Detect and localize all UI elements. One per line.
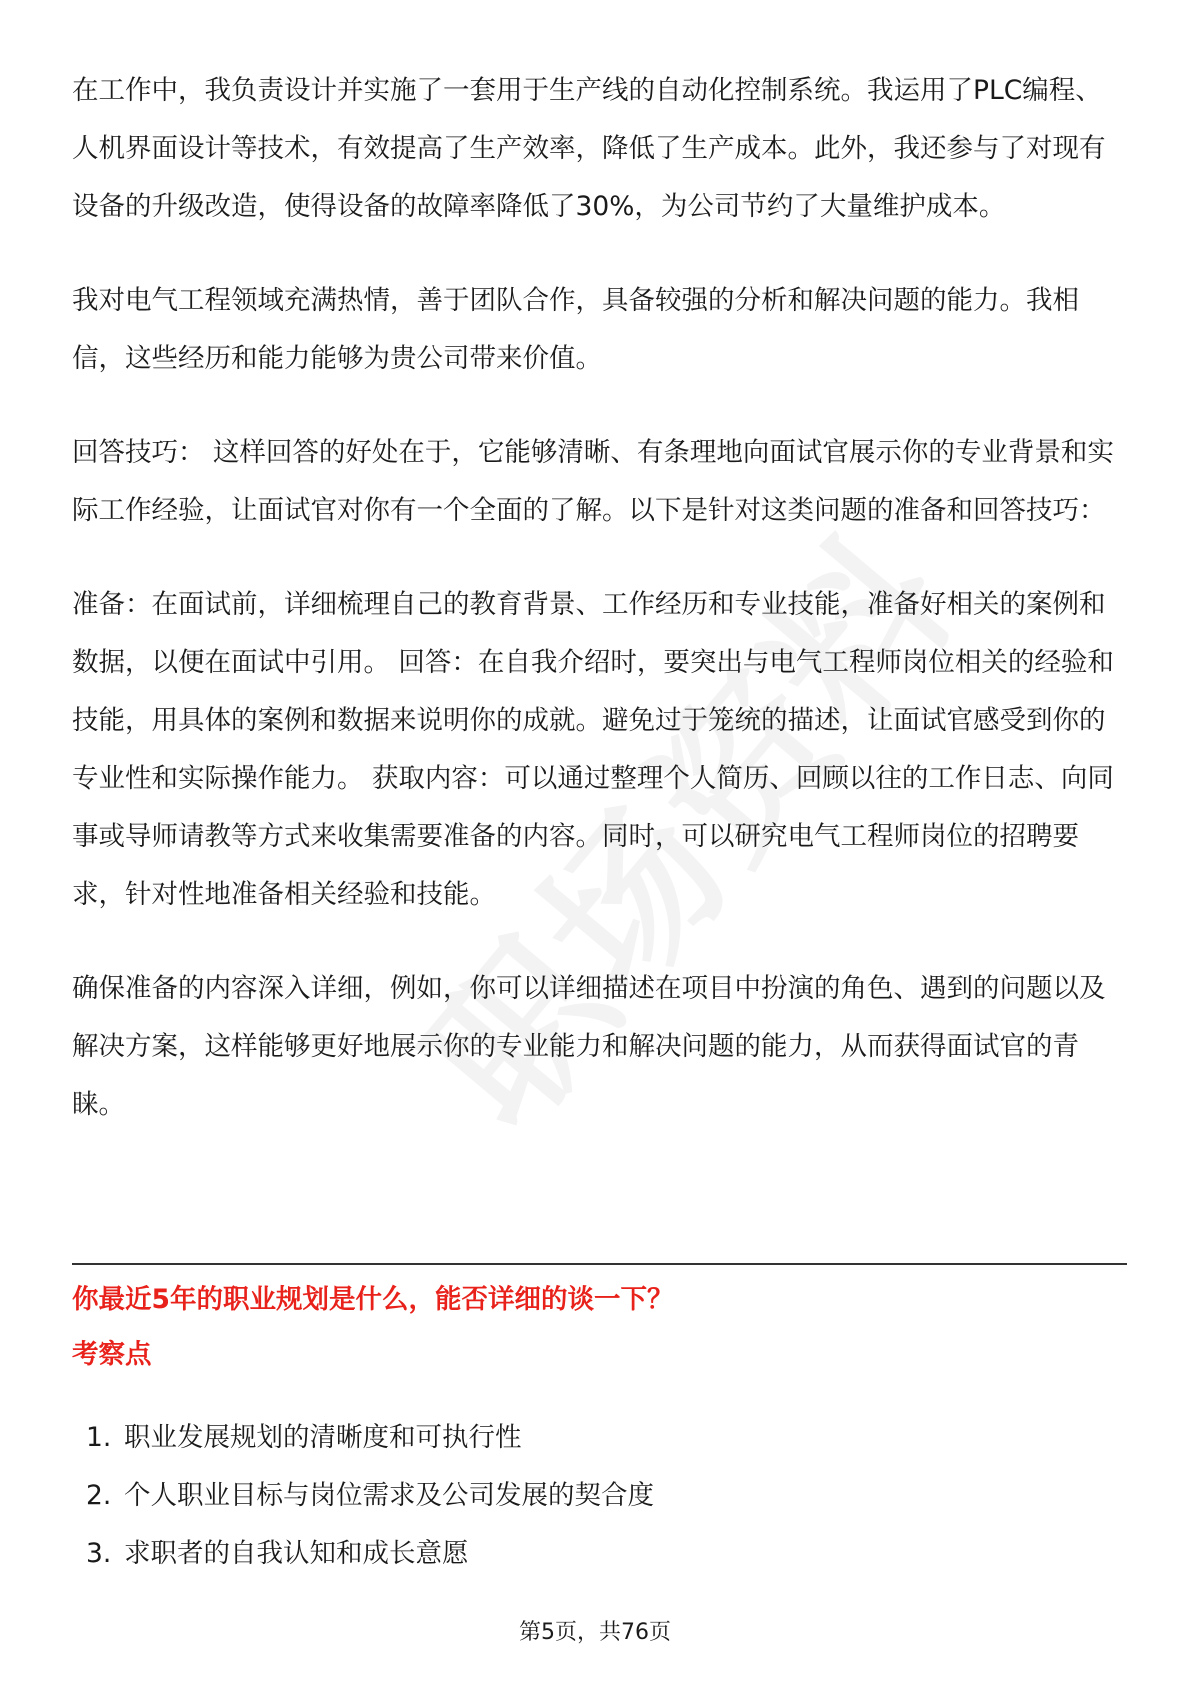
question-subtitle: 考察点 [72,1339,152,1370]
list-item-number: 2. [86,1480,112,1511]
list-item-text: 职业发展规划的清晰度和可执行性 [124,1422,522,1453]
list-item [86,1467,654,1525]
paragraph-personal-traits: 我对电气工程领域充满热情，善于团队合作，具备较强的分析和解决问题的能力。我相信，这些经历和能力能够为贵公司带来价值。 [72,285,1079,374]
page-number-footer: 第5页，共76页 [519,1620,671,1645]
list-item [86,1525,654,1583]
body-text [72,62,1122,1170]
paragraph-details: 确保准备的内容深入详细，例如，你可以详细描述在项目中扮演的角色、遇到的问题以及解决方案，这样能够更好地展示你的专业能力和解决问题的能力，从而获得面试官的青睐。 [72,973,1106,1120]
paragraph-work-experience: 在工作中，我负责设计并实施了一套用于生产线的自动化控制系统。我运用了PLC编程、人机界面设计等技术，有效提高了生产效率，降低了生产成本。此外，我还参与了对现有设备的升级改造，使得设备的故障率降低了30%，为公司节约了大量维护成本。 [72,75,1106,222]
list-item-number: 3. [86,1538,112,1569]
assessment-points-list [86,1409,654,1583]
list-item-text: 个人职业目标与岗位需求及公司发展的契合度 [124,1480,654,1511]
section-divider [72,1263,1127,1265]
paragraph-preparation: 准备：在面试前，详细梳理自己的教育背景、工作经历和专业技能，准备好相关的案例和数据，以便在面试中引用。 回答：在自我介绍时，要突出与电气工程师岗位相关的经验和技能，用具体的案例和数据来说明你的成就。避免过于笼统的描述，让面试官感受到你的专业性和实际操作能力。 获取内容：可以通过整理个人简历、回顾以往的工作日志、向同事或导师请教等方式来收集需要准备的内容。同时，可以研究电气工程师岗位的招聘要求，针对性地准备相关经验和技能。 [72,589,1114,910]
paragraph-answer-tips: 回答技巧： 这样回答的好处在于，它能够清晰、有条理地向面试官展示你的专业背景和实际工作经验，让面试官对你有一个全面的了解。以下是针对这类问题的准备和回答技巧： [72,437,1114,526]
list-item-number: 1. [86,1422,112,1453]
list-item [86,1409,654,1467]
list-item-text: 求职者的自我认知和成长意愿 [124,1538,469,1569]
question-title: 你最近5年的职业规划是什么，能否详细的谈一下？ [72,1284,674,1315]
